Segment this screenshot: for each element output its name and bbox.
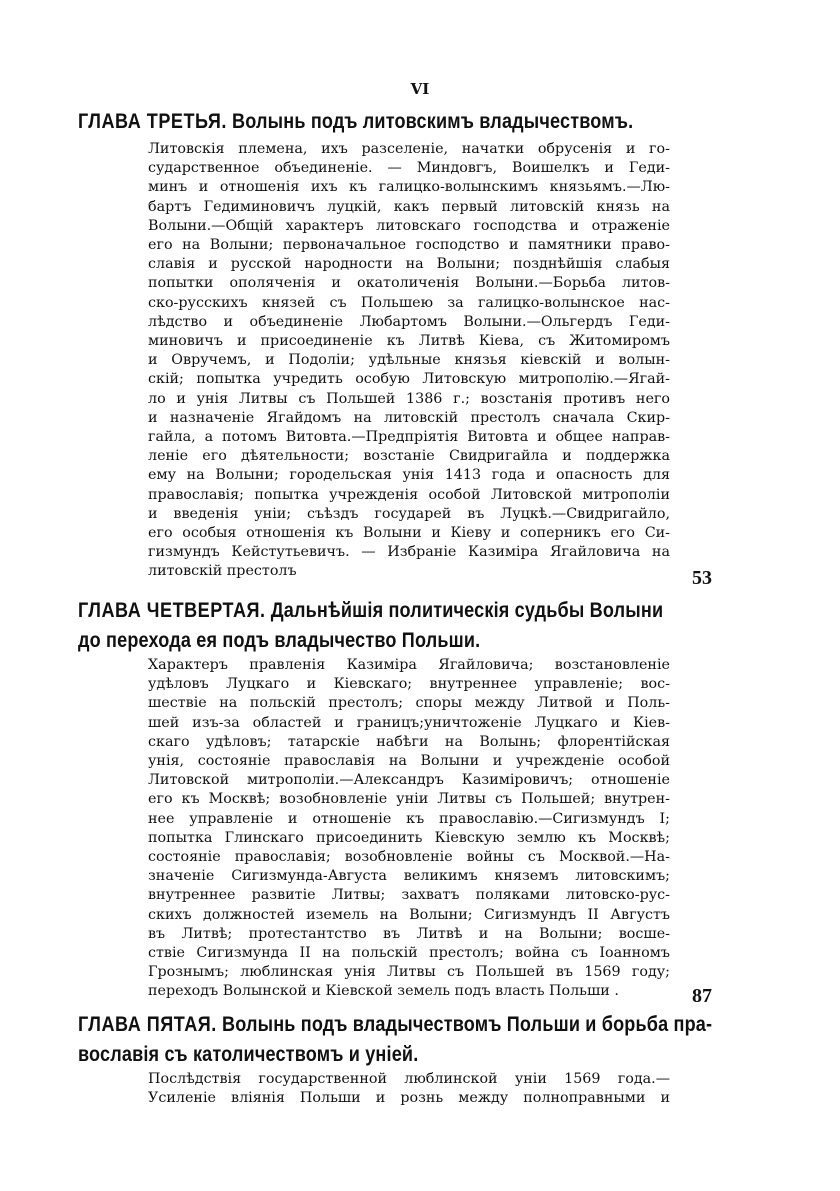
summary-line: сударственное объединеніе. — Миндовгъ, Воишелкъ и Геди- bbox=[148, 160, 670, 177]
chapter-3-title bbox=[78, 107, 634, 137]
summary-line: попытки ополяченія и окатоличенія Волыни.—Борьба литов- bbox=[148, 275, 670, 292]
summary-line: скаго удѣловъ; татарскіе набѣги на Волынь; флорентійская bbox=[148, 733, 670, 750]
summary-line: внутреннее развитіе Литвы; захватъ поляками литовско-рус- bbox=[148, 887, 670, 904]
summary-line: попытка Глинскаго присоединить Кіевскую землю къ Москвѣ; bbox=[148, 829, 670, 846]
summary-line: и введенія уніи; съѣздъ государей въ Луцкѣ.—Свидригайло, bbox=[148, 505, 670, 522]
chapter-4-label: ГЛАВА ЧЕТВЕРТАЯ. bbox=[78, 599, 266, 622]
summary-line: переходъ Волынской и Кіевской земель подъ власть Польши . bbox=[148, 983, 619, 1000]
summary-line: и назначеніе Ягайдомъ на литовскій престолъ сначала Скир- bbox=[148, 409, 670, 426]
summary-line: состояніе православія; возобновленіе войны съ Москвой.—На- bbox=[148, 849, 670, 866]
chapter-5-label: ГЛАВА ПЯТАЯ. bbox=[78, 1013, 217, 1036]
summary-line: его на Волыни; первоначальное господство и памятники право- bbox=[148, 237, 670, 254]
chapter-3-summary bbox=[148, 140, 670, 582]
summary-line: удѣловъ Луцкаго и Кіевскаго; внутреннее управленіе; вос- bbox=[148, 676, 670, 693]
summary-line: скій; попытка учредить особую Литовскую митрополію.—Ягай- bbox=[148, 371, 670, 388]
summary-line: его особыя отношенія къ Волыни и Кіеву и соперникъ его Си- bbox=[148, 525, 670, 542]
chapter-3-label: ГЛАВА ТРЕТЬЯ. bbox=[78, 110, 227, 133]
chapter-5-title-line-2: вославія съ католичествомъ и уніей. bbox=[78, 1043, 419, 1066]
summary-line: нее управленіе и отношеніе къ православію.—Сигизмундъ I; bbox=[148, 810, 670, 827]
summary-line: литовскій престолъ bbox=[148, 563, 297, 580]
summary-line: его къ Москвѣ; возобновленіе уніи Литвы съ Польшей; внутрен- bbox=[148, 791, 670, 808]
summary-line: Характеръ правленія Казиміра Ягайловича; возстановленіе bbox=[148, 657, 670, 673]
summary-line: леніе его дѣятельности; возстаніе Свидригайла и поддержка bbox=[148, 448, 670, 465]
summary-line: славія и русской народности на Волыни; позднѣйшія слабыя bbox=[148, 256, 670, 273]
summary-line: бартъ Гедиминовичъ луцкій, какъ первый литовскій князь на bbox=[148, 198, 670, 215]
chapter-4-title bbox=[78, 596, 664, 656]
chapter-3-page-ref: 53 bbox=[692, 567, 712, 589]
summary-line: Литовскія племена, ихъ разселеніе, начатки обрусенія и го- bbox=[148, 141, 670, 157]
summary-line: Литовской митрополіи.—Александръ Казиміровичъ; отношеніе bbox=[148, 772, 670, 789]
summary-line: шей изъ-за областей и границъ;уничтоженіе Луцкаго и Кіев- bbox=[148, 714, 670, 731]
summary-line: значеніе Сигизмунда-Августа великимъ княземъ литовскимъ; bbox=[148, 868, 670, 885]
summary-line: въ Литвѣ; протестантство въ Литвѣ и на Волыни; восше- bbox=[148, 925, 670, 942]
chapter-4-summary bbox=[148, 656, 670, 1002]
summary-line: ско-русскихъ князей съ Польшею за галицко-волынское нас- bbox=[148, 294, 670, 311]
summary-line: ему на Волыни; городельская унія 1413 года и опасность для bbox=[148, 467, 670, 484]
chapter-5-title-line-1: Волынь подъ владычествомъ Польши и борьба пра- bbox=[221, 1013, 713, 1036]
summary-line: гайла, а потомъ Витовта.—Предпріятія Витовта и общее направ- bbox=[148, 429, 670, 446]
summary-line: минъ и отношенія ихъ къ галицко-волынскимъ князьямъ.—Лю- bbox=[148, 179, 670, 196]
summary-line: ло и унія Литвы съ Польшей 1386 г.; возстанія противъ него bbox=[148, 390, 670, 407]
summary-line: миновичъ и присоединеніе къ Литвѣ Кіева, съ Житомиромъ bbox=[148, 333, 670, 350]
summary-line: и Овручемъ, и Подоліи; удѣльные князья кіевскій и волын- bbox=[148, 352, 670, 369]
summary-line: гизмундъ Кейстутьевичъ. — Избраніе Казиміра Ягайловича на bbox=[148, 544, 670, 561]
summary-line: лѣдство и объединеніе Любартомъ Волыни.—Ольгердъ Геди- bbox=[148, 313, 670, 330]
summary-line: скихъ должностей иземель на Волыни; Сигизмундъ II Августъ bbox=[148, 906, 670, 923]
summary-line: ствіе Сигизмунда II на польскій престолъ; война съ Іоанномъ bbox=[148, 945, 670, 962]
chapter-4-title-line-1: Дальнѣйшія политическія судьбы Волыни bbox=[270, 599, 664, 622]
chapter-5-summary bbox=[148, 1070, 670, 1108]
chapter-3-title-line-1: Волынь подъ литовскимъ владычествомъ. bbox=[232, 110, 634, 133]
summary-line: православія; попытка учрежденія особой Литовской митрополіи bbox=[148, 486, 670, 503]
chapter-5-title bbox=[78, 1010, 713, 1070]
summary-line: Усиленіе вліянія Польши и рознь между полноправными и bbox=[148, 1090, 670, 1107]
summary-line: Волыни.—Общій характеръ литовскаго господства и отраженіе bbox=[148, 217, 670, 234]
summary-line: унія, состояніе православія на Волыни и учрежденіе особой bbox=[148, 753, 670, 770]
summary-line: Грознымъ; люблинская унія Литвы съ Польшей въ 1569 году; bbox=[148, 964, 670, 981]
summary-line: Послѣдствія государственной люблинской уніи 1569 года.— bbox=[148, 1071, 670, 1087]
page-number: VI bbox=[410, 80, 430, 98]
chapter-4-title-line-2: до перехода ея подъ владычество Польши. bbox=[78, 629, 481, 652]
chapter-4-page-ref: 87 bbox=[692, 985, 712, 1007]
summary-line: шествіе на польскій престолъ; споры между Литвой и Поль- bbox=[148, 695, 670, 712]
